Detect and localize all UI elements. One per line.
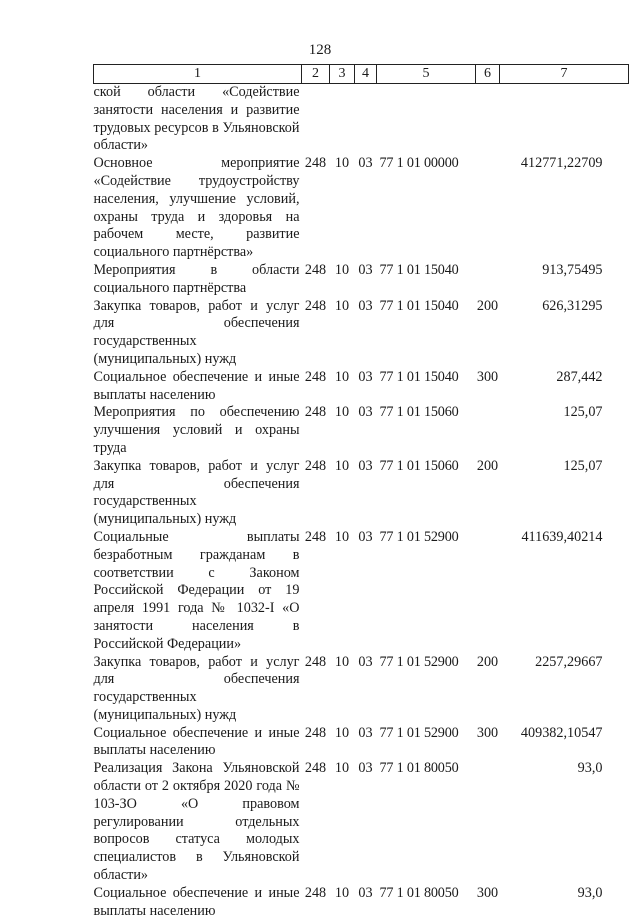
row-sum-cell: 913,75495 <box>500 262 629 298</box>
row-name-cell: Закупка товаров, работ и услуг для обеспечения государственных (муниципальных) нужд <box>94 654 302 725</box>
row-pr-cell <box>355 84 377 156</box>
table-row <box>94 155 629 262</box>
header-col-3: 3 <box>330 65 355 84</box>
row-gr-cell: 248 <box>302 298 330 369</box>
table-row <box>94 529 629 654</box>
row-sum-cell: 411639,40214 <box>500 529 629 654</box>
row-rz-cell: 10 <box>330 369 355 405</box>
row-target-cell: 77 1 01 15040 <box>377 262 476 298</box>
row-name-cell: Основное мероприятие «Содействие трудоустройству населения, улучшение условий, охраны труда и здоровья на рабочем месте, развитие социального партнёрства» <box>94 155 302 262</box>
table-row <box>94 84 629 156</box>
row-sum-cell <box>500 84 629 156</box>
table-row <box>94 760 629 885</box>
row-target-cell: 77 1 01 80050 <box>377 885 476 920</box>
row-vr-cell <box>476 404 500 457</box>
row-pr-cell: 03 <box>355 298 377 369</box>
row-rz-cell: 10 <box>330 262 355 298</box>
table-row <box>94 262 629 298</box>
page-number: 128 <box>0 42 640 59</box>
row-pr-cell: 03 <box>355 654 377 725</box>
row-vr-cell: 200 <box>476 298 500 369</box>
row-sum-cell: 93,0 <box>500 885 629 920</box>
row-name-cell: Мероприятия в области социального партнёрства <box>94 262 302 298</box>
row-rz-cell: 10 <box>330 760 355 885</box>
table-body <box>94 84 629 920</box>
row-sum-cell: 287,442 <box>500 369 629 405</box>
row-target-cell <box>377 84 476 156</box>
row-name-cell: Реализация Закона Ульяновской области от 2 октября 2020 года № 103-ЗО «О правовом регулировании отдельных вопросов статуса молодых специалистов в Ульяновской области» <box>94 760 302 885</box>
row-name-cell: Социальное обеспечение и иные выплаты населению <box>94 725 302 761</box>
header-col-7: 7 <box>500 65 629 84</box>
row-gr-cell: 248 <box>302 654 330 725</box>
row-gr-cell: 248 <box>302 155 330 262</box>
table-row <box>94 369 629 405</box>
row-sum-cell: 626,31295 <box>500 298 629 369</box>
table-row <box>94 885 629 920</box>
row-sum-cell: 2257,29667 <box>500 654 629 725</box>
row-pr-cell: 03 <box>355 458 377 529</box>
table-row <box>94 654 629 725</box>
row-pr-cell: 03 <box>355 262 377 298</box>
row-name-cell: Закупка товаров, работ и услуг для обеспечения государственных (муниципальных) нужд <box>94 298 302 369</box>
row-rz-cell: 10 <box>330 404 355 457</box>
row-sum-cell: 125,07 <box>500 404 629 457</box>
row-sum-cell: 93,0 <box>500 760 629 885</box>
row-vr-cell <box>476 529 500 654</box>
header-col-6: 6 <box>476 65 500 84</box>
row-pr-cell: 03 <box>355 369 377 405</box>
header-col-4: 4 <box>355 65 377 84</box>
header-col-2: 2 <box>302 65 330 84</box>
row-name-cell: Закупка товаров, работ и услуг для обеспечения государственных (муниципальных) нужд <box>94 458 302 529</box>
table-row <box>94 298 629 369</box>
row-rz-cell: 10 <box>330 458 355 529</box>
row-rz-cell: 10 <box>330 529 355 654</box>
row-target-cell: 77 1 01 80050 <box>377 760 476 885</box>
row-target-cell: 77 1 01 15040 <box>377 369 476 405</box>
table-row <box>94 725 629 761</box>
row-target-cell: 77 1 01 52900 <box>377 529 476 654</box>
row-gr-cell: 248 <box>302 529 330 654</box>
row-target-cell: 77 1 01 15060 <box>377 404 476 457</box>
row-name-cell: ской области «Содействие занятости населения и развитие трудовых ресурсов в Ульяновской области» <box>94 84 302 156</box>
row-target-cell: 77 1 01 00000 <box>377 155 476 262</box>
row-rz-cell: 10 <box>330 654 355 725</box>
row-name-cell: Социальное обеспечение и иные выплаты населению <box>94 885 302 920</box>
row-vr-cell: 300 <box>476 369 500 405</box>
row-gr-cell: 248 <box>302 760 330 885</box>
row-name-cell: Мероприятия по обеспечению улучшения условий и охраны труда <box>94 404 302 457</box>
row-gr-cell: 248 <box>302 404 330 457</box>
row-rz-cell: 10 <box>330 155 355 262</box>
row-rz-cell: 10 <box>330 885 355 920</box>
row-sum-cell: 125,07 <box>500 458 629 529</box>
row-vr-cell: 200 <box>476 458 500 529</box>
row-pr-cell: 03 <box>355 404 377 457</box>
row-vr-cell <box>476 84 500 156</box>
row-pr-cell: 03 <box>355 155 377 262</box>
header-col-1: 1 <box>94 65 302 84</box>
row-target-cell: 77 1 01 52900 <box>377 725 476 761</box>
row-pr-cell: 03 <box>355 885 377 920</box>
row-pr-cell: 03 <box>355 760 377 885</box>
row-gr-cell: 248 <box>302 885 330 920</box>
row-pr-cell: 03 <box>355 725 377 761</box>
row-vr-cell <box>476 155 500 262</box>
row-target-cell: 77 1 01 15060 <box>377 458 476 529</box>
row-rz-cell <box>330 84 355 156</box>
row-rz-cell: 10 <box>330 725 355 761</box>
budget-table <box>93 64 629 920</box>
row-gr-cell: 248 <box>302 725 330 761</box>
row-target-cell: 77 1 01 15040 <box>377 298 476 369</box>
row-gr-cell: 248 <box>302 262 330 298</box>
row-target-cell: 77 1 01 52900 <box>377 654 476 725</box>
row-name-cell: Социальные выплаты безработным гражданам в соответствии с Законом Российской Федерации от 19 апреля 1991 года № 1032-I «О занятости населения в Российской Федерации» <box>94 529 302 654</box>
row-vr-cell: 300 <box>476 885 500 920</box>
header-col-5: 5 <box>377 65 476 84</box>
row-gr-cell: 248 <box>302 369 330 405</box>
table-row <box>94 458 629 529</box>
row-vr-cell <box>476 262 500 298</box>
row-pr-cell: 03 <box>355 529 377 654</box>
row-sum-cell: 412771,22709 <box>500 155 629 262</box>
table-header <box>94 65 629 84</box>
table-row <box>94 404 629 457</box>
row-gr-cell: 248 <box>302 458 330 529</box>
row-vr-cell <box>476 760 500 885</box>
header-row <box>94 65 629 84</box>
row-vr-cell: 200 <box>476 654 500 725</box>
row-sum-cell: 409382,10547 <box>500 725 629 761</box>
row-rz-cell: 10 <box>330 298 355 369</box>
row-vr-cell: 300 <box>476 725 500 761</box>
row-name-cell: Социальное обеспечение и иные выплаты населению <box>94 369 302 405</box>
row-gr-cell <box>302 84 330 156</box>
